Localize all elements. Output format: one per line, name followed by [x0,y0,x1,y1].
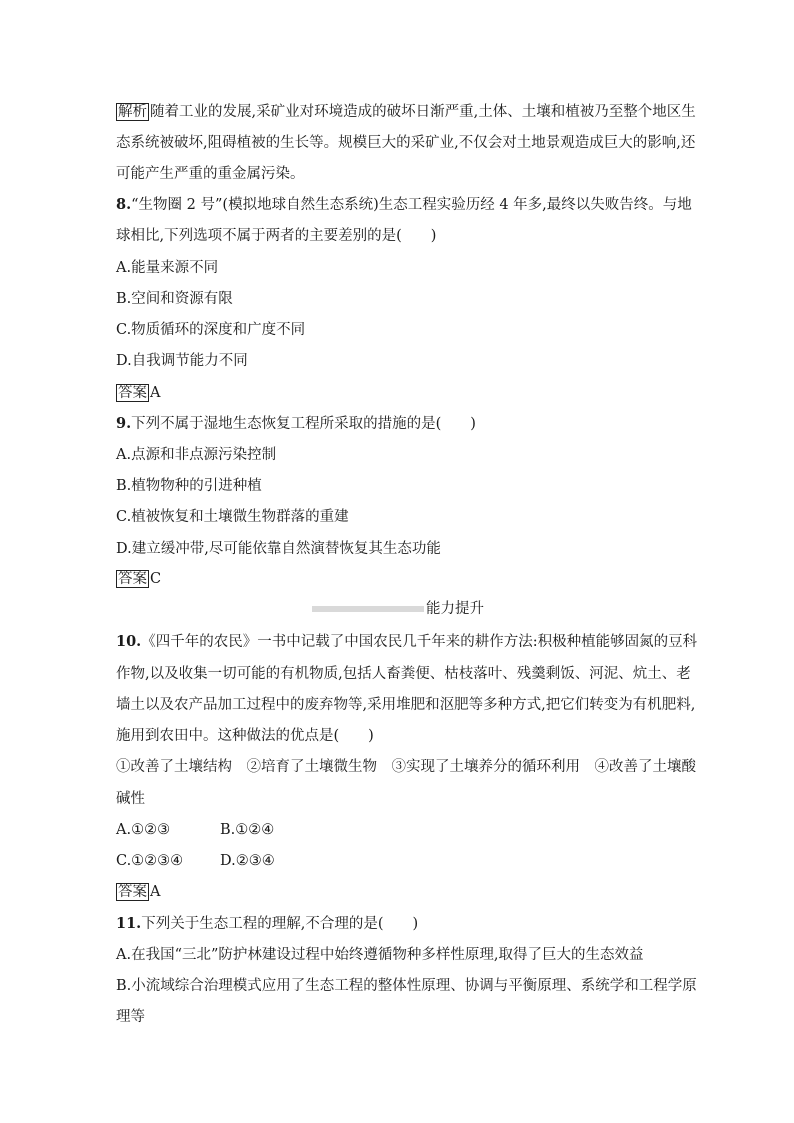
q10-option-d: D.②③④ [220,853,275,869]
q11-option-b-line-1: B.小流域综合治理模式应用了生态工程的整体性原理、协调与平衡原理、系统学和工程学原 [116,978,697,994]
q10-stem-line-3: 墙土以及农产品加工过程中的废弃物等,采用堆肥和沤肥等多种方式,把它们转变为有机肥料, [116,697,696,713]
q9-answer [116,569,161,589]
q10-stem-line-4: 施用到农田中。这种做法的优点是( ) [116,728,374,744]
section-header [0,598,794,620]
q10-stem-line-1: 10.《四千年的农民》一书中记载了中国农民几千年来的耕作方法:积极种植能够固氮的豆科 [116,633,698,650]
analysis-line-2: 态系统被破坏,阻碍植被的生长等。规模巨大的采矿业,不仅会对土地景观造成巨大的影响,还 [116,135,696,151]
q9-option-b: B.植物物种的引进种植 [116,478,262,494]
q10-statements-line-1: ①改善了土壤结构 ②培育了土壤微生物 ③实现了土壤养分的循环利用 ④改善了土壤酸 [116,759,696,775]
q8-stem-line-1: 8.“生物圈 2 号”(模拟地球自然生态系统)生态工程实验历经 4 年多,最终以失败告终。与地 [116,196,692,213]
analysis-line-1: 解析 随着工业的发展,采矿业对环境造成的破坏日渐严重,土体、土壤和植被乃至整个地区生 [118,104,696,120]
q9-option-d: D.建立缓冲带,尽可能依靠自然演替恢复其生态功能 [116,541,441,557]
q10-answer [116,882,160,902]
q10-option-b: B.①②④ [220,822,275,838]
q9-stem: 9.下列不属于湿地生态恢复工程所采取的措施的是( ) [116,415,476,432]
q8-answer [116,383,160,403]
q8-option-a: A.能量来源不同 [116,260,219,276]
q10-statements-line-2: 碱性 [116,791,145,807]
section-header-bar [312,606,424,612]
q10-options-row-1 [116,820,274,840]
q10-option-c: C.①②③④ [116,853,184,869]
q11-number: 11. [116,915,142,932]
answer-value: A [150,884,161,900]
analysis-line-3: 可能产生严重的重金属污染。 [116,166,305,182]
q8-number: 8. [116,196,132,213]
q10-number: 10. [116,633,142,650]
analysis-label: 解析 [118,104,147,120]
q8-stem-line-2: 球相比,下列选项不属于两者的主要差别的是( ) [116,228,437,244]
q11-option-a: A.在我国“三北”防护林建设过程中始终遵循物种多样性原理,取得了巨大的生态效益 [116,947,644,963]
q10-options-row-2 [116,851,275,871]
answer-label: 答案 [118,884,147,900]
q8-option-c: C.物质循环的深度和广度不同 [116,322,306,338]
q11-stem: 11.下列关于生态工程的理解,不合理的是( ) [116,915,419,932]
q10-option-a: A.①②③ [116,822,171,838]
q11-option-b-line-2: 理等 [116,1009,145,1025]
q10-stem-line-2: 作物,以及收集一切可能的有机物质,包括人畜粪便、枯枝落叶、残羹剩饭、河泥、炕土、老 [116,666,691,682]
q9-option-c: C.植被恢复和土壤微生物群落的重建 [116,509,349,525]
q8-option-b: B.空间和资源有限 [116,291,233,307]
answer-label: 答案 [118,571,147,587]
answer-label: 答案 [118,385,147,401]
answer-value: C [150,571,162,587]
answer-value: A [150,385,161,401]
q9-number: 9. [116,415,132,432]
section-title: 能力提升 [426,601,484,617]
q9-option-a: A.点源和非点源污染控制 [116,447,277,463]
q8-option-d: D.自我调节能力不同 [116,353,248,369]
